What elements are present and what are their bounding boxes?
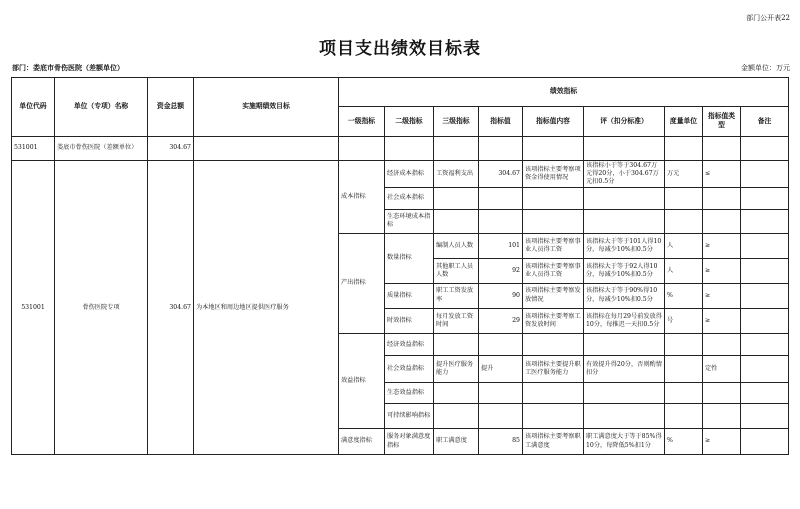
table-row: [12, 161, 789, 188]
scoring-cell: [584, 334, 665, 356]
level3-cell: 提升医疗服务能力: [434, 356, 479, 383]
value-type-cell: [703, 382, 741, 404]
level3-cell: [434, 209, 479, 233]
value-type-cell: 定性: [703, 356, 741, 383]
remark-cell: [741, 209, 789, 233]
value-content-cell: 该项指标主要提升职工医疗服务能力: [523, 356, 584, 383]
level3-cell: 其他职工人员人数: [434, 259, 479, 284]
level3-cell: 编制人员人数: [434, 233, 479, 259]
unit-cell: %: [665, 429, 703, 455]
value-type-cell: ≥: [703, 429, 741, 455]
level3-cell: [434, 188, 479, 210]
unit-cell: [665, 188, 703, 210]
value-content-cell: 该项指标主要考察发放情况: [523, 283, 584, 308]
indicator-value-cell: [479, 209, 523, 233]
project-goal: 为本地区和周边地区提供医疗服务: [194, 161, 339, 455]
unit-cell: 人: [665, 233, 703, 259]
unit-cell: [665, 334, 703, 356]
header-indicator-value: 指标值: [479, 106, 523, 136]
header-value-type: 指标值类型: [703, 106, 741, 136]
indicator-value-cell: [479, 334, 523, 356]
project-amount: 304.67: [148, 161, 194, 455]
header-total-funds: 资金总额: [148, 78, 194, 137]
level2-cell: 数量指标: [385, 233, 434, 283]
department-label: 部门：娄底市骨伤医院（差额单位）: [12, 63, 124, 72]
level2-cell: 服务对象满意度指标: [385, 429, 434, 455]
summary-amount: 304.67: [148, 136, 194, 161]
document-number: 部门公开表22: [746, 14, 790, 22]
value-type-cell: [703, 334, 741, 356]
value-type-cell: ≥: [703, 283, 741, 308]
value-content-cell: [523, 382, 584, 404]
scoring-cell: 该指标大于等于92人得10分，每减少10%扣0.5分: [584, 259, 665, 284]
level3-cell: [434, 334, 479, 356]
remark-cell: [741, 356, 789, 383]
remark-cell: [741, 259, 789, 284]
indicator-value-cell: 101: [479, 233, 523, 259]
indicator-value-cell: 304.67: [479, 161, 523, 188]
project-code: 531001: [12, 161, 55, 455]
unit-cell: [665, 404, 703, 429]
level3-cell: 职工工资发放率: [434, 283, 479, 308]
remark-cell: [741, 188, 789, 210]
unit-cell: 号: [665, 308, 703, 334]
level2-cell: 时效指标: [385, 308, 434, 334]
unit-cell: [665, 382, 703, 404]
value-content-cell: 该项指标主要考察工资发放时间: [523, 308, 584, 334]
value-type-cell: ≥: [703, 308, 741, 334]
scoring-cell: 该指标大于等于90%得10分，每减少10%扣0.5分: [584, 283, 665, 308]
value-content-cell: [523, 404, 584, 429]
unit-cell: 人: [665, 259, 703, 284]
scoring-cell: 职工满意度大于等于85%得10分，每降低5%扣1分: [584, 429, 665, 455]
scoring-cell: [584, 382, 665, 404]
remark-cell: [741, 334, 789, 356]
header-scoring: 评（扣分标准）: [584, 106, 665, 136]
level3-cell: [434, 382, 479, 404]
level1-benefit: 效益指标: [339, 334, 385, 429]
value-type-cell: ≤: [703, 161, 741, 188]
currency-unit-label: 金额单位：万元: [741, 64, 790, 72]
unit-cell: %: [665, 283, 703, 308]
value-content-cell: 该项指标主要考察事业人员得工资: [523, 259, 584, 284]
header-remarks: 备注: [741, 106, 789, 136]
scoring-cell: [584, 404, 665, 429]
header-performance-indicators: 绩效指标: [339, 78, 789, 107]
scoring-cell: [584, 188, 665, 210]
level1-cost: 成本指标: [339, 161, 385, 233]
unit-cell: [665, 356, 703, 383]
level2-cell: 经济效益指标: [385, 334, 434, 356]
level1-output: 产出指标: [339, 233, 385, 334]
scoring-cell: [584, 209, 665, 233]
remark-cell: [741, 283, 789, 308]
summary-name: 娄底市骨伤医院（差额单位）: [55, 136, 148, 161]
header-unit-of-measure: 度量单位: [665, 106, 703, 136]
level2-cell: 生态环境成本指标: [385, 209, 434, 233]
indicator-value-cell: [479, 382, 523, 404]
value-content-cell: 该项指标主要考察事业人员得工资: [523, 233, 584, 259]
value-type-cell: [703, 209, 741, 233]
remark-cell: [741, 161, 789, 188]
value-content-cell: [523, 188, 584, 210]
indicator-value-cell: 90: [479, 283, 523, 308]
level2-cell: 生态效益指标: [385, 382, 434, 404]
scoring-cell: 该指标在每月29号前发放得10分，每推迟一天扣0.5分: [584, 308, 665, 334]
header-level2: 二级指标: [385, 106, 434, 136]
level2-cell: 质量指标: [385, 283, 434, 308]
level2-cell: 社会效益指标: [385, 356, 434, 383]
indicator-value-cell: 85: [479, 429, 523, 455]
performance-goal-table: [11, 77, 789, 455]
value-type-cell: ≥: [703, 233, 741, 259]
scoring-cell: 该指标小于等于304.67万元得20分，小于304.67万元扣0.5分: [584, 161, 665, 188]
header-unit-code: 单位代码: [12, 78, 55, 137]
value-content-cell: [523, 209, 584, 233]
level3-cell: [434, 404, 479, 429]
header-level3: 三级指标: [434, 106, 479, 136]
header-unit-name: 单位（专项）名称: [55, 78, 148, 137]
level2-cell: 社会成本指标: [385, 188, 434, 210]
header-annual-goal: 实施期绩效目标: [194, 78, 339, 137]
indicator-value-cell: 提升: [479, 356, 523, 383]
value-type-cell: [703, 188, 741, 210]
value-type-cell: [703, 404, 741, 429]
remark-cell: [741, 429, 789, 455]
remark-cell: [741, 404, 789, 429]
value-content-cell: 该项指标主要考察职工满意度: [523, 429, 584, 455]
remark-cell: [741, 382, 789, 404]
header-level1: 一级指标: [339, 106, 385, 136]
value-content-cell: 该项指标主要考察项资金得使用情况: [523, 161, 584, 188]
value-type-cell: ≥: [703, 259, 741, 284]
summary-row: [12, 136, 789, 161]
remark-cell: [741, 233, 789, 259]
scoring-cell: 该指标大于等于101人得10分，每减少10%扣0.5分: [584, 233, 665, 259]
remark-cell: [741, 308, 789, 334]
level3-cell: 职工满意度: [434, 429, 479, 455]
unit-cell: [665, 209, 703, 233]
indicator-value-cell: [479, 404, 523, 429]
summary-code: 531001: [12, 136, 55, 161]
level1-satisfaction: 满意度指标: [339, 429, 385, 455]
indicator-value-cell: 29: [479, 308, 523, 334]
level2-cell: 可持续影响指标: [385, 404, 434, 429]
level3-cell: 工资福利支出: [434, 161, 479, 188]
scoring-cell: 有效提升得20分，否则酌情扣分: [584, 356, 665, 383]
project-name: 骨伤医院专项: [55, 161, 148, 455]
value-content-cell: [523, 334, 584, 356]
page-title: 项目支出绩效目标表: [319, 39, 481, 59]
unit-cell: 万元: [665, 161, 703, 188]
level2-cell: 经济成本指标: [385, 161, 434, 188]
indicator-value-cell: 92: [479, 259, 523, 284]
level3-cell: 每月发放工资时间: [434, 308, 479, 334]
header-value-content: 指标值内容: [523, 106, 584, 136]
indicator-value-cell: [479, 188, 523, 210]
